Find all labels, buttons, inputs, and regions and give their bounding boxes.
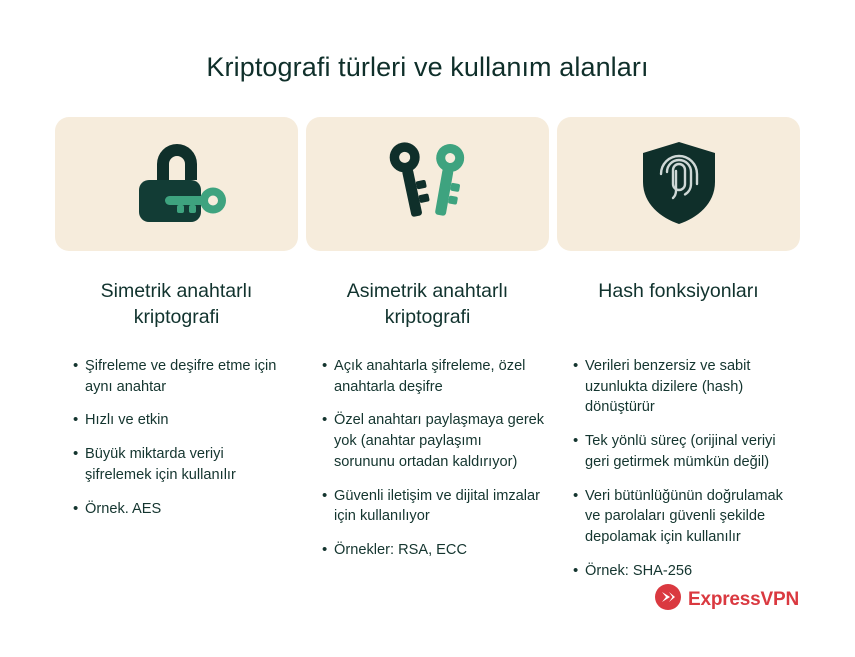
bullet-list-asymmetric [306, 356, 549, 574]
column-asymmetric [306, 117, 549, 594]
list-item: • Örnekler: RSA, ECC [322, 540, 545, 561]
page-title: Kriptografi türleri ve kullanım alanları [206, 52, 649, 82]
icon-card-asymmetric [306, 117, 549, 251]
list-item: • Örnek. AES [73, 499, 294, 520]
shield-fingerprint-icon [627, 134, 731, 235]
column-symmetric [55, 117, 298, 594]
list-item: • Verileri benzersiz ve sabit uzunlukta dizilere (hash) dönüştürür [573, 356, 796, 418]
list-item: • Büyük miktarda veriyi şifrelemek için kullanılır [73, 444, 294, 485]
list-item: • Şifreleme ve deşifre etme için aynı anahtar [73, 356, 294, 397]
bullet-list-hash [557, 356, 800, 594]
column-heading-hash: Hash fonksiyonları [598, 280, 759, 302]
expressvpn-wordmark: ExpressVPN [687, 588, 799, 610]
bullet-list-symmetric [55, 356, 298, 532]
list-item: • Açık anahtarla şifreleme, özel anahtarla deşifre [322, 356, 545, 397]
icon-card-symmetric [55, 117, 298, 251]
columns-container [0, 117, 855, 594]
icon-card-hash [557, 117, 800, 251]
list-item: • Hızlı ve etkin [73, 410, 294, 431]
list-item: • Örnek: SHA-256 [573, 561, 796, 582]
list-item: • Tek yönlü süreç (orijinal veriyi geri getirmek mümkün değil) [573, 431, 796, 472]
two-keys-icon [376, 134, 480, 235]
list-item: • Güvenli iletişim ve dijital imzalar için kullanılıyor [322, 486, 545, 527]
expressvpn-logo-icon [655, 584, 681, 615]
list-item: • Özel anahtarı paylaşmaya gerek yok (anahtar paylaşımı sorununu ortadan kaldırıyor) [322, 410, 545, 472]
padlock-with-key-icon [125, 134, 229, 235]
column-hash [557, 117, 800, 594]
list-item: • Veri bütünlüğünün doğrulamak ve parolaları güvenli şekilde depolamak için kullanılır [573, 486, 796, 548]
column-heading-symmetric: Simetrik anahtarlı kriptografi [100, 280, 253, 329]
column-heading-asymmetric: Asimetrik anahtarlı kriptografi [346, 280, 509, 329]
brand-footer [655, 584, 799, 615]
